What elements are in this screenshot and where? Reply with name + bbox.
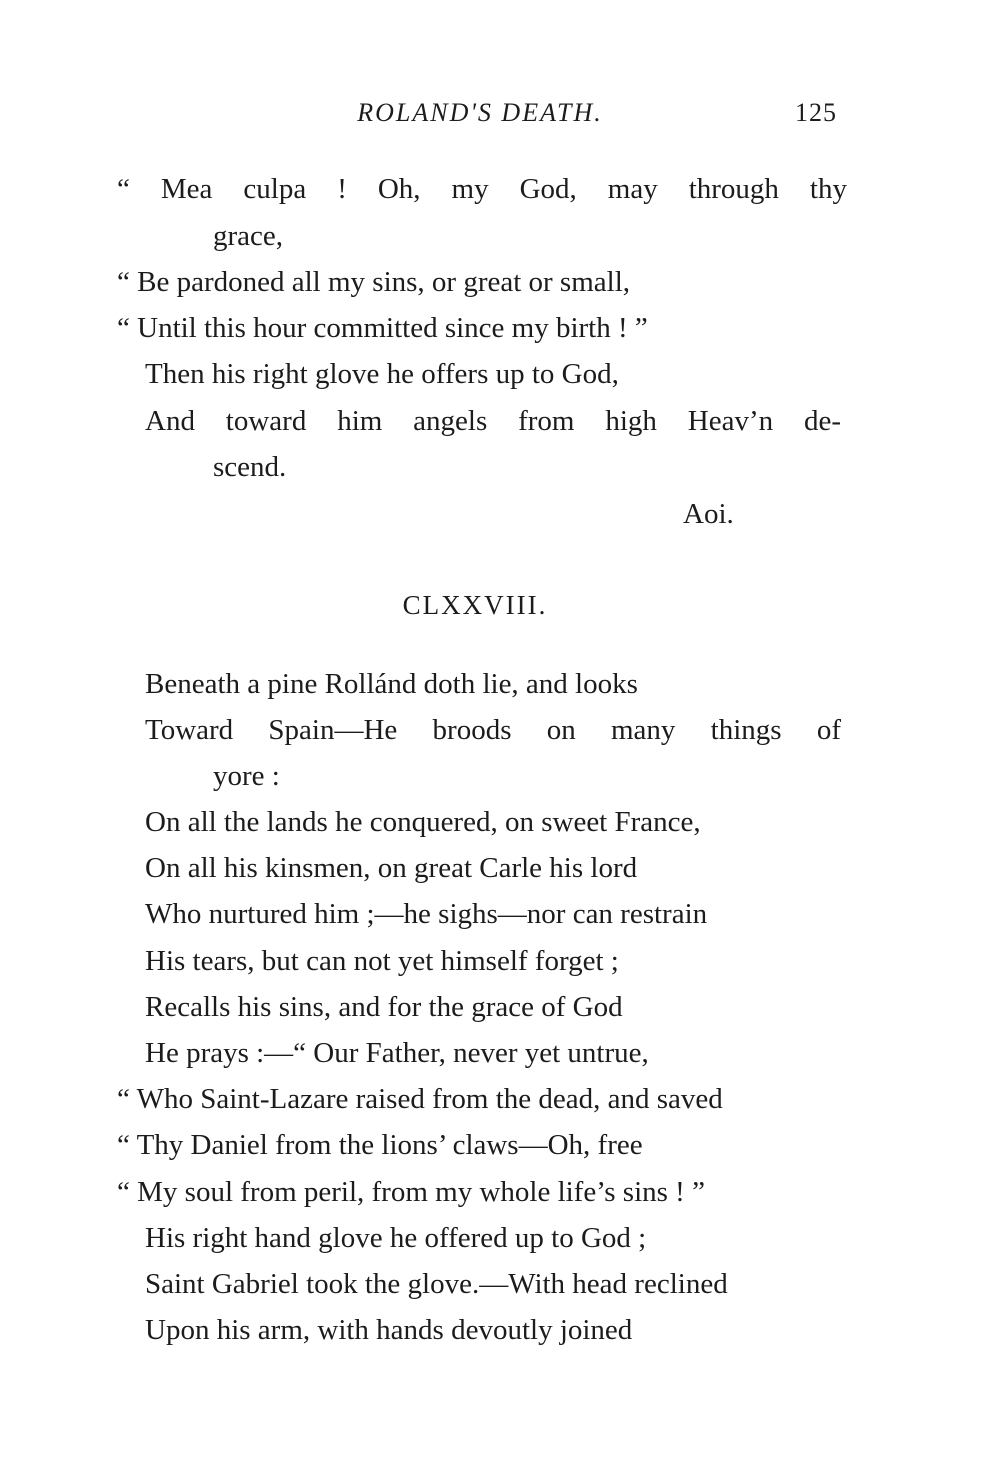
verse-line-continuation: grace, — [213, 220, 284, 252]
verse-line: On all the lands he conquered, on sweet France, — [145, 806, 701, 838]
verse-line: Then his right glove he offers up to God, — [145, 358, 619, 390]
verse-line: His tears, but can not yet himself forget ; — [145, 945, 619, 977]
verse-line: Who nurtured him ;—he sighs—nor can restrain — [145, 898, 708, 930]
verse-line: “ Thy Daniel from the lions’ claws—Oh, free — [117, 1129, 643, 1161]
verse-line: Toward Spain—He broods on many things of — [145, 714, 841, 746]
verse-line: “ Be pardoned all my sins, or great or small, — [117, 266, 631, 298]
verse-line: “ Who Saint-Lazare raised from the dead, and saved — [117, 1083, 723, 1115]
verse-line-continuation: yore : — [213, 760, 280, 792]
verse-line: “ Mea culpa ! Oh, my God, may through thy — [117, 173, 847, 205]
verse-line: Recalls his sins, and for the grace of God — [145, 991, 623, 1023]
verse-line: On all his kinsmen, on great Carle his lord — [145, 852, 638, 884]
page-number: 125 — [795, 98, 837, 127]
verse-line-continuation: scend. — [213, 451, 287, 483]
verse-line: And toward him angels from high Heav’n de- — [145, 405, 841, 437]
verse-line: Beneath a pine Rollánd doth lie, and looks — [145, 668, 638, 700]
verse-line: Upon his arm, with hands devoutly joined — [145, 1314, 633, 1346]
refrain-aoi: Aoi. — [683, 498, 734, 530]
verse-line: He prays :—“ Our Father, never yet untrue, — [145, 1037, 649, 1069]
running-title: ROLAND'S DEATH. — [357, 98, 603, 127]
verse-line: His right hand glove he offered up to God ; — [145, 1222, 647, 1254]
verse-line: “ My soul from peril, from my whole life’s sins ! ” — [117, 1176, 705, 1208]
verse-line: “ Until this hour committed since my birth ! ” — [117, 312, 648, 344]
verse-line: Saint Gabriel took the glove.—With head reclined — [145, 1268, 728, 1300]
section-heading: CLXXVIII. — [402, 590, 548, 620]
